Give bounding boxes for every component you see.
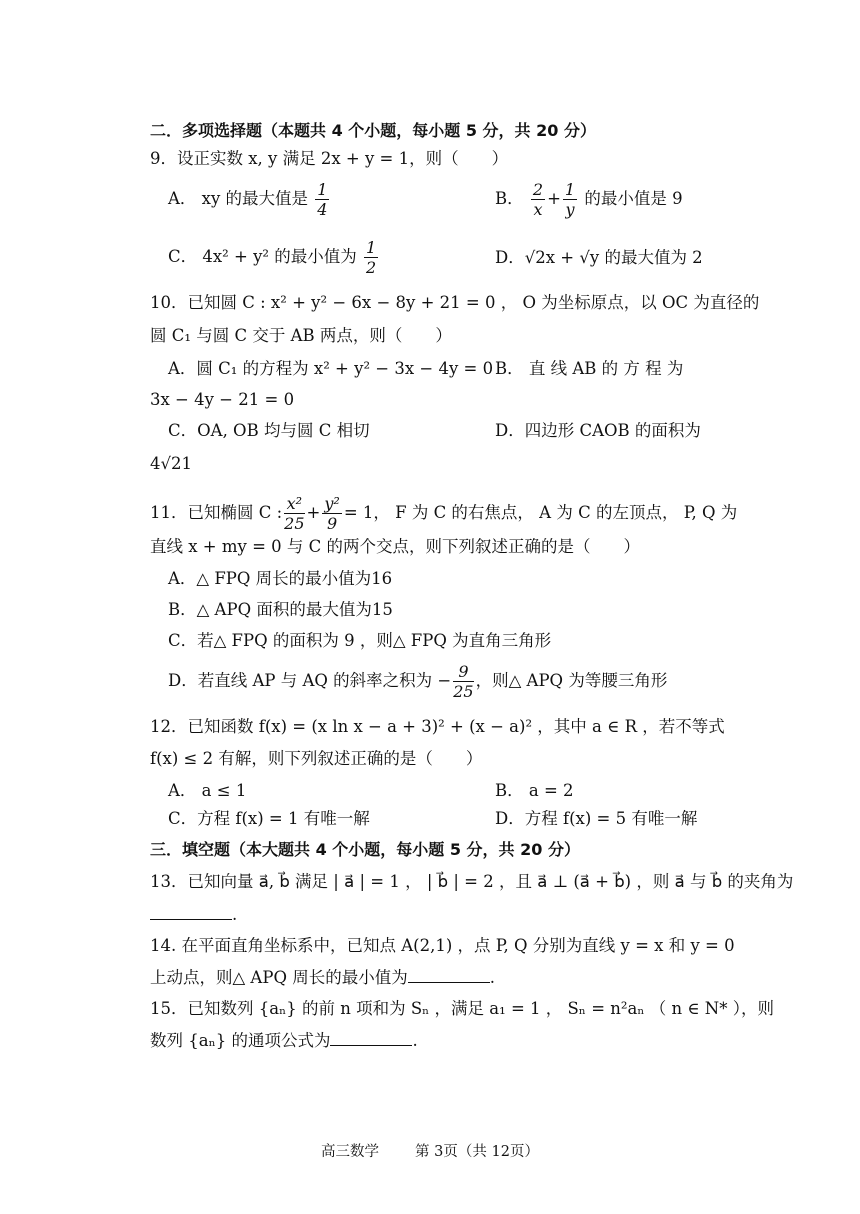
q9-b-den2: y bbox=[565, 200, 575, 219]
q12-line1: 12．已知函数 f(x) = (x ln x − a + 3)² + (x − a)² ，其中 a ∈ R ，若不等式 bbox=[150, 717, 725, 736]
q11-d-den: 25 bbox=[453, 682, 474, 701]
q11-den1: 25 bbox=[284, 514, 305, 533]
q11-frac1 bbox=[284, 494, 304, 533]
q9-b-frac2 bbox=[563, 180, 577, 219]
q10-line1: 10．已知圆 C : x² + y² − 6x − 8y + 21 = 0 ， O 为坐标原点，以 OC 为直径的 bbox=[150, 293, 760, 312]
section3-heading: 三．填空题（本大题共 4 个小题，每小题 5 分，共 20 分） bbox=[150, 840, 580, 859]
q9-b-frac1 bbox=[531, 180, 545, 219]
q12-option-a: A． a ≤ 1 bbox=[168, 781, 247, 800]
q12-option-d: D．方程 f(x) = 5 有唯一解 bbox=[495, 809, 698, 828]
q15-answer-blank[interactable] bbox=[330, 1029, 412, 1046]
q9-option-a bbox=[168, 180, 331, 219]
q11-plus: + bbox=[306, 503, 321, 522]
q14-answer-blank[interactable] bbox=[408, 966, 490, 983]
q11-d-num: 9 bbox=[453, 662, 473, 682]
q9-b-plus: + bbox=[547, 189, 561, 208]
q14-line1: 14. 在平面直角坐标系中，已知点 A(2,1) ，点 P, Q 分别为直线 y = x 和 y = 0 bbox=[150, 936, 735, 955]
footer-page-number: 第 3页（共 12页） bbox=[415, 1144, 539, 1160]
q11-option-a: A．△ FPQ 周长的最小值为16 bbox=[168, 569, 393, 588]
q11-line2: 直线 x + my = 0 与 C 的两个交点，则下列叙述正确的是（ ） bbox=[150, 537, 641, 556]
q12-option-b: B． a = 2 bbox=[495, 781, 574, 800]
section2-heading: 二．多项选择题（本题共 4 个小题，每小题 5 分，共 20 分） bbox=[150, 121, 596, 140]
q13-line2 bbox=[150, 903, 237, 926]
q10-option-a: A．圆 C₁ 的方程为 x² + y² − 3x − 4y = 0 bbox=[168, 359, 494, 378]
q14-text: 上动点，则△ APQ 周长的最小值为 bbox=[150, 968, 408, 987]
q11-d-fraction bbox=[453, 662, 473, 701]
q11-line1 bbox=[150, 494, 737, 533]
q9-b-num1: 2 bbox=[532, 180, 544, 199]
q11-num1: x² bbox=[284, 494, 304, 514]
q10-option-c: C．OA, OB 均与圆 C 相切 bbox=[168, 421, 370, 440]
q13-end: . bbox=[232, 905, 238, 924]
q10-option-d-cont: 4√21 bbox=[150, 454, 193, 473]
q9-a-fraction bbox=[315, 180, 329, 219]
q15-text: 数列 {aₙ} 的通项公式为 bbox=[150, 1031, 331, 1050]
q9-c-num: 1 bbox=[366, 238, 377, 257]
q9-option-c bbox=[168, 238, 380, 277]
q9-option-d: D．√2x + √y 的最大值为 2 bbox=[495, 248, 703, 267]
q12-option-c: C．方程 f(x) = 1 有唯一解 bbox=[168, 809, 370, 828]
q15-end: . bbox=[412, 1031, 418, 1050]
q11-d-pre: D．若直线 AP 与 AQ 的斜率之积为 − bbox=[168, 671, 452, 690]
q9-a-label: A． bbox=[168, 189, 197, 208]
q9-stem: 9．设正实数 x, y 满足 2x + y = 1，则（ ） bbox=[150, 149, 509, 168]
q11-den2: 9 bbox=[326, 514, 338, 533]
footer-subject: 高三数学 bbox=[321, 1144, 380, 1160]
q10-line2: 圆 C₁ 与圆 C 交于 AB 两点，则（ ） bbox=[150, 326, 452, 345]
q11-post: = 1， F 为 C 的右焦点， A 为 C 的左顶点， P, Q 为 bbox=[343, 503, 738, 522]
q10-option-d: D．四边形 CAOB 的面积为 bbox=[495, 421, 701, 440]
q11-option-c: C．若△ FPQ 的面积为 9 ，则△ FPQ 为直角三角形 bbox=[168, 631, 552, 650]
q12-line2: f(x) ≤ 2 有解，则下列叙述正确的是（ ） bbox=[150, 749, 483, 768]
q9-b-den1: x bbox=[533, 200, 543, 219]
q11-option-d bbox=[168, 662, 667, 701]
q9-a-den: 4 bbox=[317, 200, 328, 219]
q11-option-b: B．△ APQ 面积的最大值为15 bbox=[168, 600, 393, 619]
q9-b-num2: 1 bbox=[564, 180, 576, 199]
q9-c-den: 2 bbox=[366, 258, 377, 277]
q9-c-fraction bbox=[364, 238, 378, 277]
q9-a-text: xy 的最大值是 bbox=[201, 189, 309, 208]
q13-line1: 13．已知向量 a⃗, b⃗ 满足 | a⃗ | = 1 ， | b⃗ | = 2 ，且 a⃗ ⊥ (a⃗ + b⃗) ，则 a⃗ 与 b⃗ 的夹角为 bbox=[150, 872, 794, 891]
q9-option-b bbox=[495, 180, 683, 219]
q9-b-text: 的最小值是 9 bbox=[584, 189, 683, 208]
q10-option-b: B． 直 线 AB 的 方 程 为 bbox=[495, 359, 684, 378]
q11-pre: 11．已知椭圆 C : bbox=[150, 503, 283, 522]
q9-c-label: C． bbox=[168, 247, 198, 266]
q10-option-b-cont: 3x − 4y − 21 = 0 bbox=[150, 390, 295, 409]
q11-frac2 bbox=[322, 494, 341, 533]
q9-c-text: 4x² + y² 的最小值为 bbox=[202, 247, 357, 266]
page-footer bbox=[0, 1140, 860, 1161]
q14-end: . bbox=[489, 968, 495, 987]
q11-d-post: ，则△ APQ 为等腰三角形 bbox=[475, 671, 668, 690]
q15-line2 bbox=[150, 1029, 418, 1052]
q11-num2: y² bbox=[324, 494, 340, 513]
q9-b-label: B． bbox=[495, 189, 524, 208]
q13-answer-blank[interactable] bbox=[150, 903, 232, 920]
q14-line2 bbox=[150, 966, 495, 989]
q15-line1: 15．已知数列 {aₙ} 的前 n 项和为 Sₙ ，满足 a₁ = 1 ， Sₙ = n²aₙ （ n ∈ N* ），则 bbox=[150, 999, 774, 1018]
q9-a-num: 1 bbox=[317, 180, 328, 199]
